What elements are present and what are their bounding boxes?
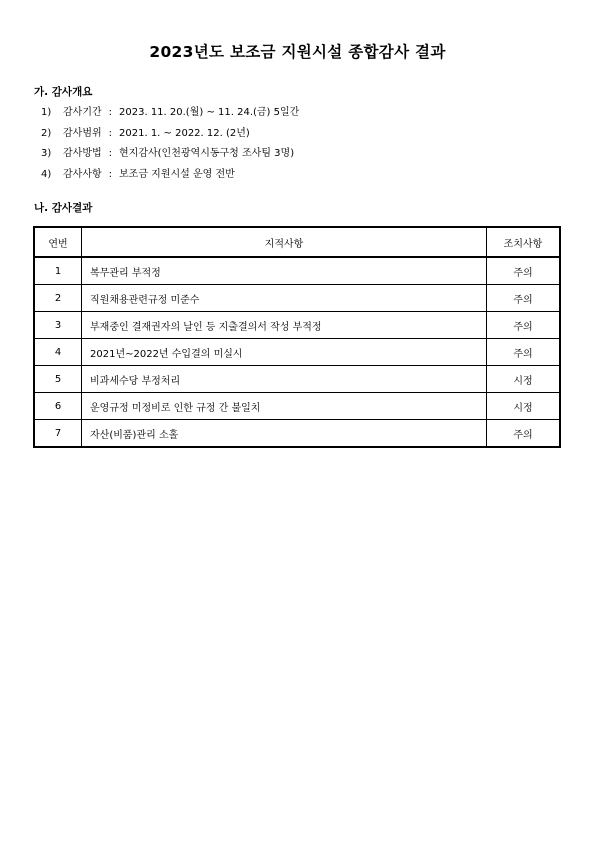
table-header-row bbox=[34, 227, 560, 257]
row-finding: 운영규정 미정비로 인한 규정 간 불일치 bbox=[82, 393, 487, 420]
table-row bbox=[34, 393, 560, 420]
overview-item-separator: : bbox=[108, 107, 113, 118]
overview-item-key: 감사범위 bbox=[63, 127, 102, 139]
row-finding: 비과세수당 부정처리 bbox=[82, 366, 487, 393]
row-finding: 직원채용관련규정 미준수 bbox=[82, 285, 487, 312]
row-number: 6 bbox=[34, 393, 82, 420]
results-table bbox=[33, 226, 561, 448]
table-row bbox=[34, 257, 560, 285]
overview-item-value: 현지감사(인천광역시동구청 조사팀 3명) bbox=[119, 148, 295, 159]
overview-item-value: 2023. 11. 20.(월) ~ 11. 24.(금) 5일간 bbox=[119, 107, 300, 118]
overview-item-separator: : bbox=[108, 168, 113, 180]
overview-list bbox=[41, 103, 299, 185]
row-action: 주의 bbox=[487, 312, 561, 339]
overview-item-key: 감사사항 bbox=[63, 168, 102, 180]
row-number: 5 bbox=[34, 366, 82, 393]
row-finding: 2021년~2022년 수입결의 미실시 bbox=[82, 339, 487, 366]
overview-item-key: 감사기간 bbox=[63, 107, 102, 118]
row-action: 시정 bbox=[487, 393, 561, 420]
row-number: 4 bbox=[34, 339, 82, 366]
results-heading: 나. 감사결과 bbox=[34, 202, 93, 214]
table-row bbox=[34, 420, 560, 448]
column-header-finding: 지적사항 bbox=[82, 227, 487, 257]
overview-item-number: 3) bbox=[41, 148, 52, 159]
table-row bbox=[34, 366, 560, 393]
overview-item-value: 보조금 지원시설 운영 전반 bbox=[119, 168, 235, 180]
row-number: 7 bbox=[34, 420, 82, 448]
overview-heading: 가. 감사개요 bbox=[34, 86, 93, 98]
table-row bbox=[34, 312, 560, 339]
overview-item bbox=[41, 165, 299, 186]
row-action: 주의 bbox=[487, 420, 561, 448]
overview-item-number: 2) bbox=[41, 127, 52, 139]
overview-item bbox=[41, 144, 299, 165]
column-header-number: 연번 bbox=[34, 227, 82, 257]
row-number: 1 bbox=[34, 257, 82, 285]
overview-item-number: 4) bbox=[41, 168, 52, 180]
overview-item bbox=[41, 124, 299, 145]
row-action: 시정 bbox=[487, 366, 561, 393]
row-finding: 부재중인 결재권자의 날인 등 지출결의서 작성 부적정 bbox=[82, 312, 487, 339]
row-finding: 복무관리 부적정 bbox=[82, 257, 487, 285]
row-action: 주의 bbox=[487, 285, 561, 312]
table-row bbox=[34, 285, 560, 312]
document-title: 2023년도 보조금 지원시설 종합감사 결과 bbox=[149, 43, 446, 61]
column-header-action: 조치사항 bbox=[487, 227, 561, 257]
table-row bbox=[34, 339, 560, 366]
overview-item-value: 2021. 1. ~ 2022. 12. (2년) bbox=[119, 127, 250, 139]
row-number: 2 bbox=[34, 285, 82, 312]
row-finding: 자산(비품)관리 소홀 bbox=[82, 420, 487, 448]
overview-item-separator: : bbox=[108, 127, 113, 139]
overview-item-separator: : bbox=[108, 148, 113, 159]
overview-item-number: 1) bbox=[41, 107, 52, 118]
row-action: 주의 bbox=[487, 257, 561, 285]
overview-item-key: 감사방법 bbox=[63, 148, 102, 159]
row-number: 3 bbox=[34, 312, 82, 339]
overview-item bbox=[41, 103, 299, 124]
row-action: 주의 bbox=[487, 339, 561, 366]
